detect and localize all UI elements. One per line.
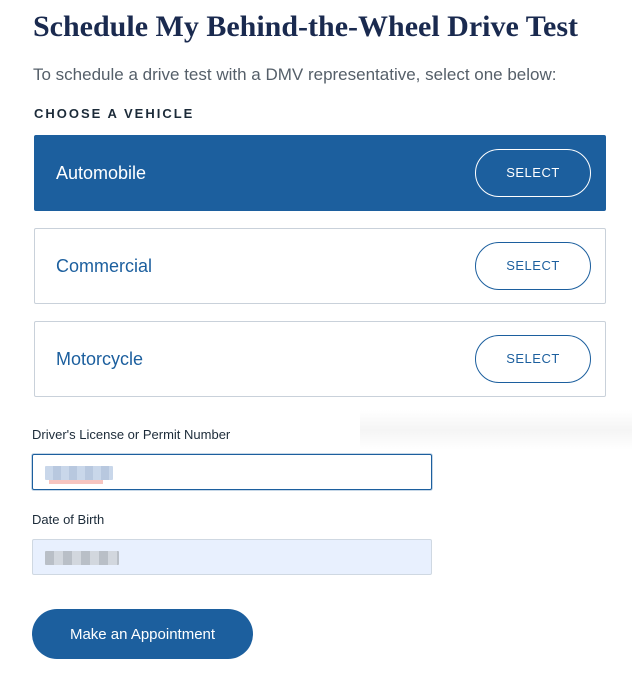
redacted-dob-value xyxy=(45,551,119,565)
vehicle-option-label: Automobile xyxy=(56,163,147,183)
license-number-input[interactable] xyxy=(32,454,432,490)
license-number-label: Driver's License or Permit Number xyxy=(32,427,231,442)
background-fade xyxy=(360,410,632,450)
make-appointment-button[interactable]: Make an Appointment xyxy=(32,609,253,659)
vehicle-option-motorcycle[interactable] xyxy=(34,321,606,397)
date-of-birth-input[interactable] xyxy=(32,539,432,575)
select-commercial-button[interactable]: SELECT xyxy=(475,242,591,290)
date-of-birth-label: Date of Birth xyxy=(32,512,105,527)
intro-text: To schedule a drive test with a DMV representative, select one below: xyxy=(33,65,557,84)
page-title: Schedule My Behind-the-Wheel Drive Test xyxy=(33,10,578,43)
vehicle-option-commercial[interactable] xyxy=(34,228,606,304)
vehicle-option-automobile[interactable] xyxy=(34,135,606,211)
section-label-choose-vehicle: CHOOSE A VEHICLE xyxy=(34,106,195,121)
select-motorcycle-button[interactable]: SELECT xyxy=(475,335,591,383)
select-automobile-button[interactable]: SELECT xyxy=(475,149,591,197)
vehicle-option-label: Motorcycle xyxy=(56,349,144,369)
vehicle-option-label: Commercial xyxy=(56,256,153,276)
redacted-license-value xyxy=(45,466,113,480)
